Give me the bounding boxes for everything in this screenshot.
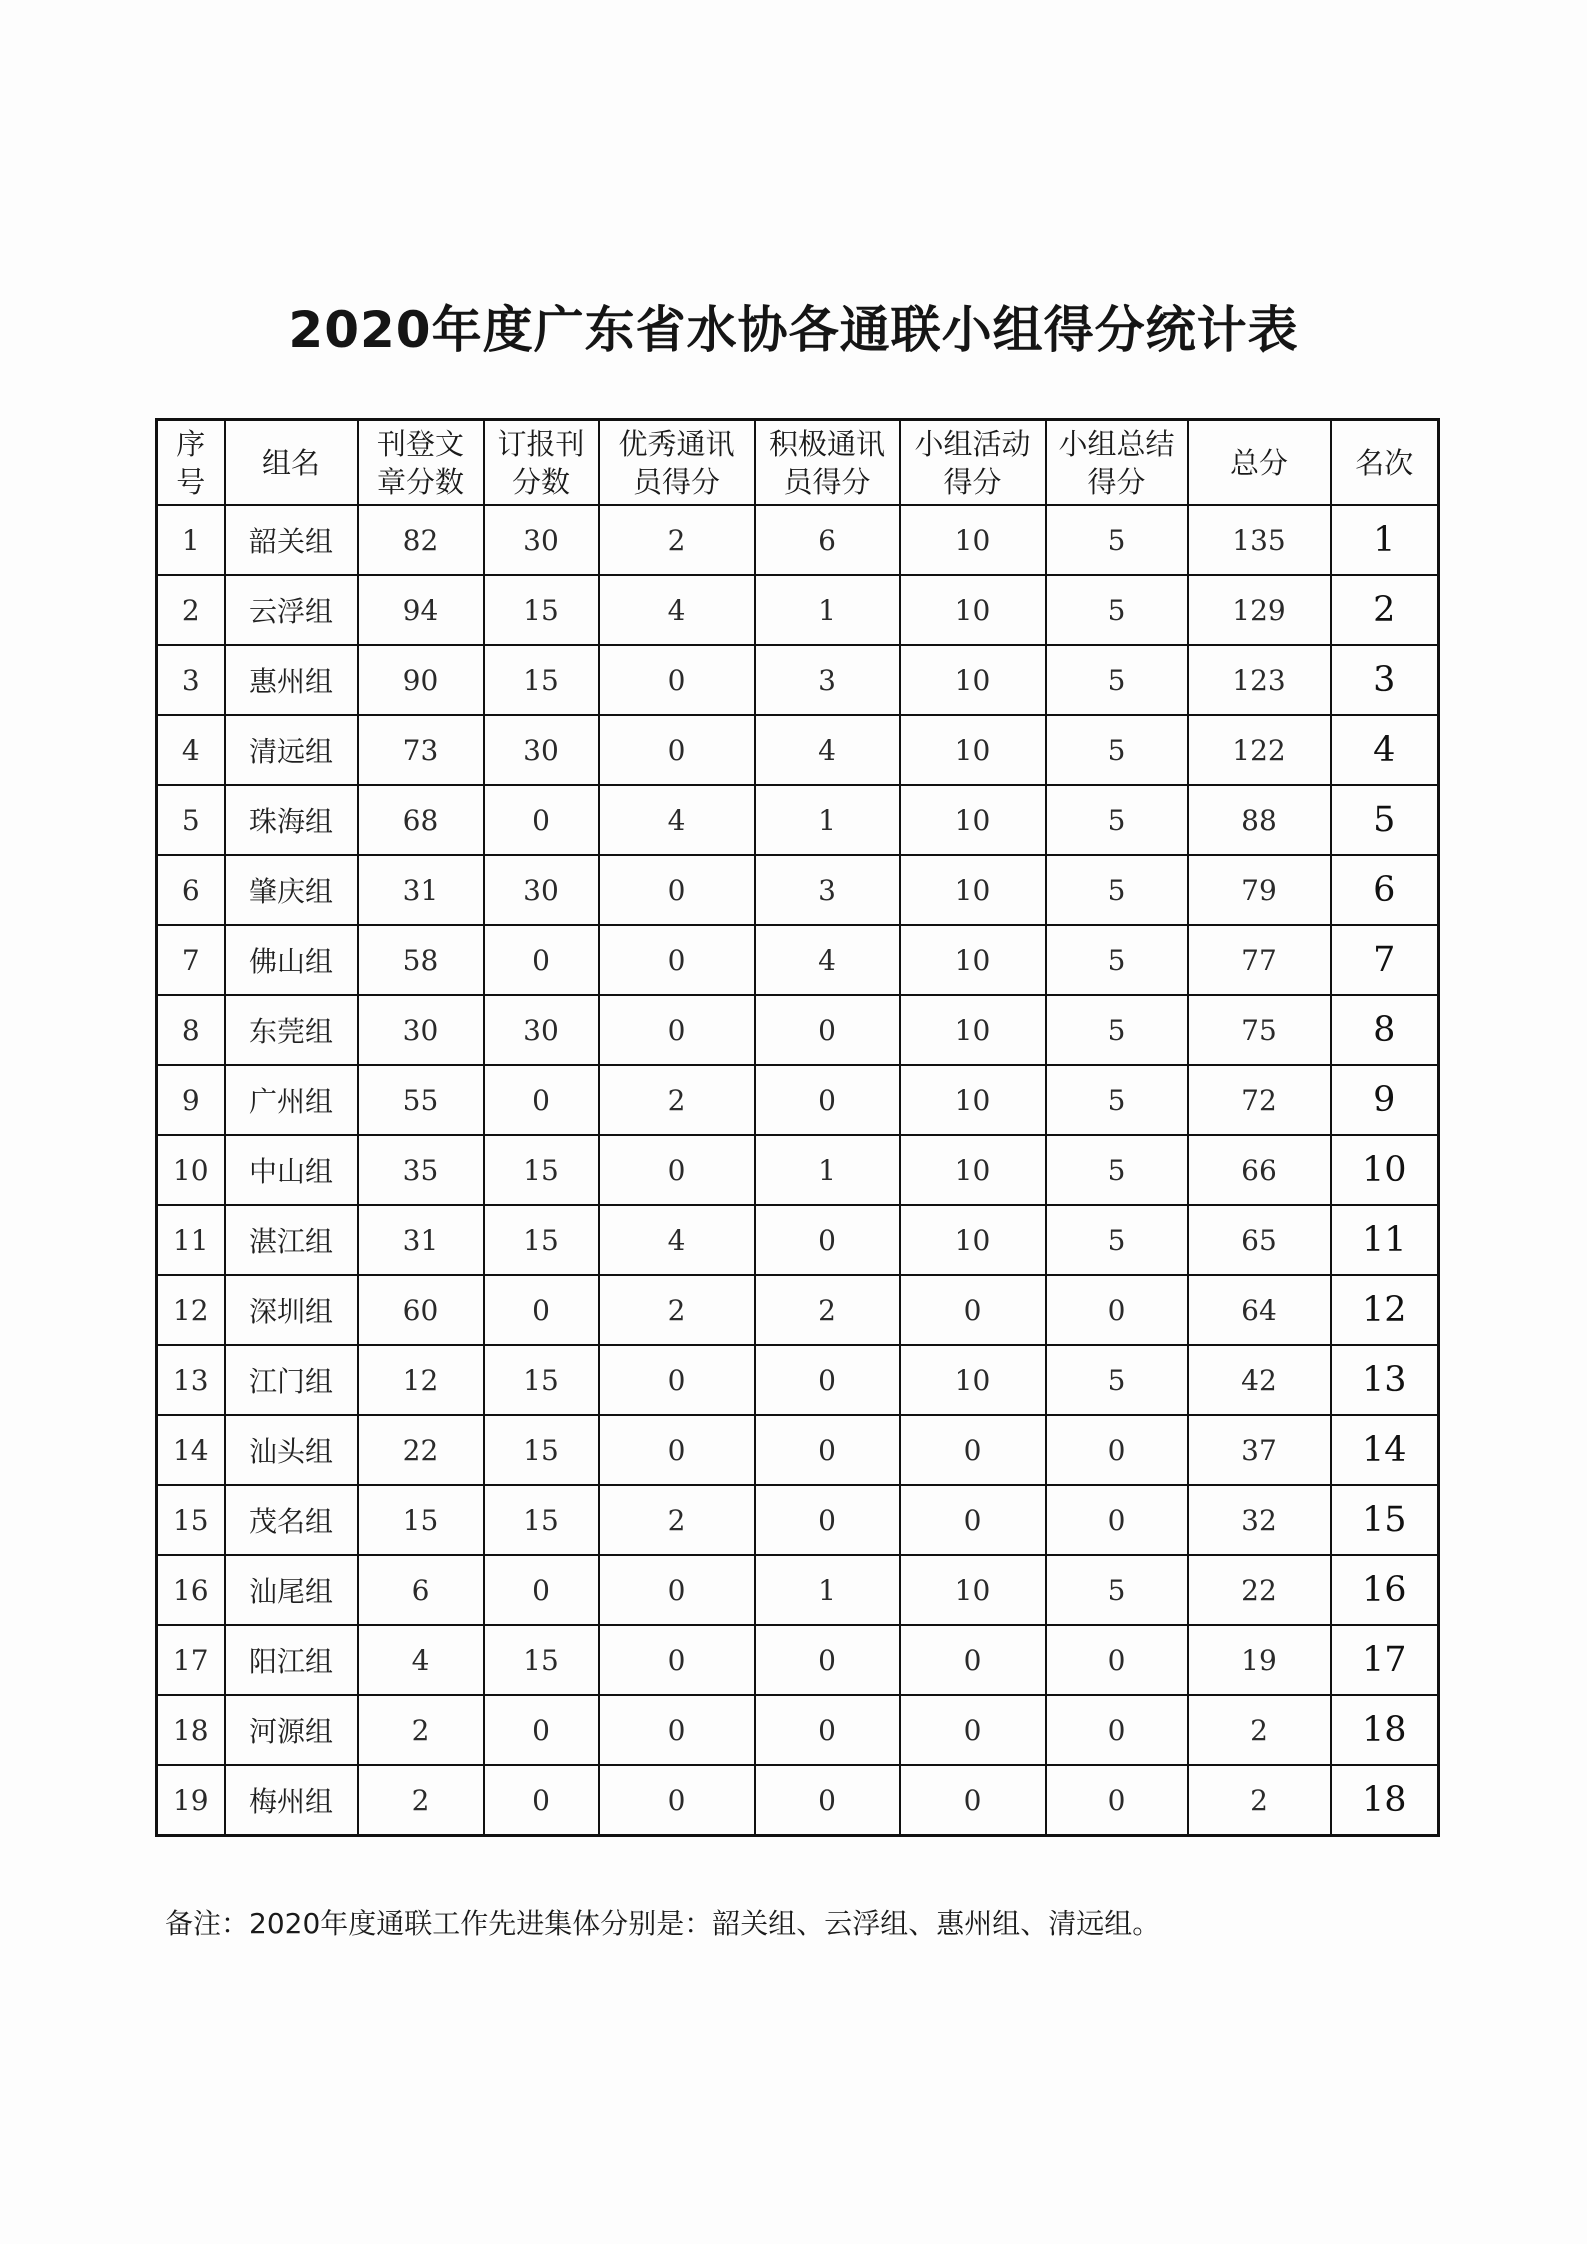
cell-active: 0 (755, 1205, 900, 1275)
cell-group-name: 阳江组 (225, 1625, 358, 1695)
cell-total: 123 (1188, 645, 1331, 715)
cell-group-name: 江门组 (225, 1345, 358, 1415)
cell-active: 0 (755, 1065, 900, 1135)
cell-articles: 35 (358, 1135, 484, 1205)
cell-articles: 55 (358, 1065, 484, 1135)
table-row (157, 505, 1439, 575)
cell-activity: 0 (900, 1625, 1046, 1695)
cell-articles: 73 (358, 715, 484, 785)
table-row (157, 995, 1439, 1065)
cell-summary: 5 (1046, 575, 1188, 645)
cell-excellent: 2 (599, 1275, 755, 1345)
header-active: 积极通讯 员得分 (755, 420, 900, 506)
table-row (157, 1695, 1439, 1765)
cell-seq: 2 (157, 575, 225, 645)
cell-summary: 5 (1046, 1065, 1188, 1135)
cell-articles: 2 (358, 1765, 484, 1836)
cell-active: 4 (755, 925, 900, 995)
cell-activity: 10 (900, 925, 1046, 995)
header-summary: 小组总结 得分 (1046, 420, 1188, 506)
cell-activity: 0 (900, 1275, 1046, 1345)
cell-articles: 30 (358, 995, 484, 1065)
cell-total: 22 (1188, 1555, 1331, 1625)
cell-seq: 10 (157, 1135, 225, 1205)
cell-subscription: 0 (484, 925, 599, 995)
cell-total: 37 (1188, 1415, 1331, 1485)
cell-activity: 10 (900, 505, 1046, 575)
cell-subscription: 15 (484, 1625, 599, 1695)
cell-articles: 22 (358, 1415, 484, 1485)
cell-active: 0 (755, 995, 900, 1065)
cell-rank: 6 (1331, 855, 1439, 925)
cell-excellent: 4 (599, 1205, 755, 1275)
cell-group-name: 梅州组 (225, 1765, 358, 1836)
cell-group-name: 河源组 (225, 1695, 358, 1765)
cell-subscription: 0 (484, 1765, 599, 1836)
cell-subscription: 15 (484, 1415, 599, 1485)
cell-summary: 0 (1046, 1275, 1188, 1345)
cell-summary: 5 (1046, 785, 1188, 855)
cell-active: 1 (755, 785, 900, 855)
cell-subscription: 0 (484, 1555, 599, 1625)
cell-excellent: 2 (599, 1485, 755, 1555)
cell-active: 0 (755, 1345, 900, 1415)
table-row (157, 1205, 1439, 1275)
cell-active: 0 (755, 1485, 900, 1555)
cell-subscription: 15 (484, 1205, 599, 1275)
score-table (155, 418, 1440, 1837)
cell-seq: 13 (157, 1345, 225, 1415)
cell-total: 32 (1188, 1485, 1331, 1555)
cell-summary: 0 (1046, 1695, 1188, 1765)
cell-rank: 8 (1331, 995, 1439, 1065)
table-row (157, 1625, 1439, 1695)
cell-active: 0 (755, 1415, 900, 1485)
header-name: 组名 (225, 420, 358, 506)
cell-rank: 10 (1331, 1135, 1439, 1205)
cell-group-name: 佛山组 (225, 925, 358, 995)
cell-activity: 10 (900, 1205, 1046, 1275)
cell-total: 79 (1188, 855, 1331, 925)
cell-active: 1 (755, 1555, 900, 1625)
table-row (157, 1555, 1439, 1625)
cell-seq: 5 (157, 785, 225, 855)
cell-excellent: 0 (599, 1765, 755, 1836)
cell-subscription: 0 (484, 1275, 599, 1345)
cell-total: 129 (1188, 575, 1331, 645)
cell-excellent: 0 (599, 1555, 755, 1625)
cell-seq: 18 (157, 1695, 225, 1765)
cell-rank: 15 (1331, 1485, 1439, 1555)
cell-seq: 12 (157, 1275, 225, 1345)
table-row (157, 925, 1439, 995)
table-row (157, 1765, 1439, 1836)
table-row (157, 1485, 1439, 1555)
cell-subscription: 30 (484, 505, 599, 575)
cell-total: 88 (1188, 785, 1331, 855)
cell-subscription: 15 (484, 645, 599, 715)
table-row (157, 1135, 1439, 1205)
cell-rank: 16 (1331, 1555, 1439, 1625)
cell-articles: 31 (358, 1205, 484, 1275)
cell-summary: 5 (1046, 1555, 1188, 1625)
cell-total: 122 (1188, 715, 1331, 785)
cell-group-name: 肇庆组 (225, 855, 358, 925)
cell-summary: 0 (1046, 1765, 1188, 1836)
cell-total: 2 (1188, 1765, 1331, 1836)
cell-excellent: 0 (599, 855, 755, 925)
cell-total: 66 (1188, 1135, 1331, 1205)
cell-seq: 1 (157, 505, 225, 575)
cell-activity: 0 (900, 1765, 1046, 1836)
table-row (157, 1275, 1439, 1345)
cell-group-name: 云浮组 (225, 575, 358, 645)
table-row (157, 1065, 1439, 1135)
header-activity: 小组活动 得分 (900, 420, 1046, 506)
cell-articles: 15 (358, 1485, 484, 1555)
table-row (157, 645, 1439, 715)
cell-activity: 10 (900, 645, 1046, 715)
cell-subscription: 0 (484, 1065, 599, 1135)
cell-active: 0 (755, 1625, 900, 1695)
cell-rank: 4 (1331, 715, 1439, 785)
cell-subscription: 0 (484, 785, 599, 855)
cell-group-name: 广州组 (225, 1065, 358, 1135)
cell-active: 0 (755, 1695, 900, 1765)
cell-active: 1 (755, 1135, 900, 1205)
table-header-row (157, 420, 1439, 506)
cell-articles: 90 (358, 645, 484, 715)
cell-excellent: 0 (599, 925, 755, 995)
cell-subscription: 0 (484, 1695, 599, 1765)
cell-activity: 10 (900, 785, 1046, 855)
cell-rank: 13 (1331, 1345, 1439, 1415)
cell-articles: 2 (358, 1695, 484, 1765)
cell-activity: 0 (900, 1695, 1046, 1765)
cell-subscription: 15 (484, 1135, 599, 1205)
cell-summary: 5 (1046, 1135, 1188, 1205)
cell-seq: 7 (157, 925, 225, 995)
cell-activity: 0 (900, 1415, 1046, 1485)
cell-seq: 14 (157, 1415, 225, 1485)
cell-subscription: 15 (484, 575, 599, 645)
table-row (157, 575, 1439, 645)
cell-group-name: 深圳组 (225, 1275, 358, 1345)
cell-active: 1 (755, 575, 900, 645)
table-row (157, 1345, 1439, 1415)
cell-seq: 9 (157, 1065, 225, 1135)
cell-activity: 10 (900, 995, 1046, 1065)
cell-rank: 12 (1331, 1275, 1439, 1345)
cell-articles: 12 (358, 1345, 484, 1415)
cell-rank: 14 (1331, 1415, 1439, 1485)
cell-articles: 60 (358, 1275, 484, 1345)
cell-activity: 10 (900, 855, 1046, 925)
cell-seq: 11 (157, 1205, 225, 1275)
cell-excellent: 2 (599, 505, 755, 575)
cell-total: 64 (1188, 1275, 1331, 1345)
cell-summary: 5 (1046, 855, 1188, 925)
cell-summary: 5 (1046, 995, 1188, 1065)
cell-rank: 11 (1331, 1205, 1439, 1275)
cell-articles: 94 (358, 575, 484, 645)
cell-excellent: 0 (599, 1345, 755, 1415)
cell-summary: 5 (1046, 1345, 1188, 1415)
page-title: 2020年度广东省水协各通联小组得分统计表 (288, 301, 1299, 359)
cell-group-name: 惠州组 (225, 645, 358, 715)
cell-seq: 6 (157, 855, 225, 925)
cell-excellent: 0 (599, 1135, 755, 1205)
cell-activity: 10 (900, 1555, 1046, 1625)
cell-group-name: 湛江组 (225, 1205, 358, 1275)
cell-group-name: 汕头组 (225, 1415, 358, 1485)
cell-excellent: 0 (599, 1415, 755, 1485)
cell-subscription: 30 (484, 855, 599, 925)
cell-excellent: 0 (599, 715, 755, 785)
cell-summary: 0 (1046, 1485, 1188, 1555)
cell-total: 77 (1188, 925, 1331, 995)
cell-rank: 18 (1331, 1765, 1439, 1836)
cell-excellent: 0 (599, 1625, 755, 1695)
cell-group-name: 东莞组 (225, 995, 358, 1065)
header-total: 总分 (1188, 420, 1331, 506)
cell-subscription: 15 (484, 1345, 599, 1415)
cell-seq: 8 (157, 995, 225, 1065)
cell-group-name: 中山组 (225, 1135, 358, 1205)
cell-subscription: 15 (484, 1485, 599, 1555)
cell-active: 2 (755, 1275, 900, 1345)
cell-active: 0 (755, 1765, 900, 1836)
cell-total: 19 (1188, 1625, 1331, 1695)
cell-rank: 7 (1331, 925, 1439, 995)
header-excellent: 优秀通讯 员得分 (599, 420, 755, 506)
cell-excellent: 4 (599, 785, 755, 855)
cell-subscription: 30 (484, 995, 599, 1065)
cell-excellent: 0 (599, 1695, 755, 1765)
header-seq: 序 号 (157, 420, 225, 506)
cell-active: 3 (755, 645, 900, 715)
cell-total: 135 (1188, 505, 1331, 575)
cell-articles: 58 (358, 925, 484, 995)
cell-total: 42 (1188, 1345, 1331, 1415)
table-row (157, 855, 1439, 925)
cell-activity: 10 (900, 575, 1046, 645)
cell-articles: 68 (358, 785, 484, 855)
cell-activity: 0 (900, 1485, 1046, 1555)
cell-group-name: 韶关组 (225, 505, 358, 575)
cell-articles: 6 (358, 1555, 484, 1625)
table-row (157, 785, 1439, 855)
cell-active: 3 (755, 855, 900, 925)
cell-rank: 9 (1331, 1065, 1439, 1135)
cell-active: 4 (755, 715, 900, 785)
cell-excellent: 0 (599, 995, 755, 1065)
cell-summary: 0 (1046, 1415, 1188, 1485)
cell-activity: 10 (900, 1345, 1046, 1415)
cell-rank: 17 (1331, 1625, 1439, 1695)
cell-excellent: 4 (599, 575, 755, 645)
cell-rank: 1 (1331, 505, 1439, 575)
cell-seq: 4 (157, 715, 225, 785)
cell-rank: 18 (1331, 1695, 1439, 1765)
cell-seq: 15 (157, 1485, 225, 1555)
cell-group-name: 茂名组 (225, 1485, 358, 1555)
cell-group-name: 汕尾组 (225, 1555, 358, 1625)
cell-articles: 4 (358, 1625, 484, 1695)
cell-rank: 3 (1331, 645, 1439, 715)
cell-summary: 0 (1046, 1625, 1188, 1695)
cell-subscription: 30 (484, 715, 599, 785)
cell-seq: 19 (157, 1765, 225, 1836)
cell-seq: 17 (157, 1625, 225, 1695)
table-row (157, 1415, 1439, 1485)
cell-activity: 10 (900, 1135, 1046, 1205)
cell-summary: 5 (1046, 925, 1188, 995)
cell-articles: 82 (358, 505, 484, 575)
cell-seq: 3 (157, 645, 225, 715)
header-rank: 名次 (1331, 420, 1439, 506)
cell-rank: 5 (1331, 785, 1439, 855)
header-subscription: 订报刊 分数 (484, 420, 599, 506)
cell-group-name: 清远组 (225, 715, 358, 785)
cell-group-name: 珠海组 (225, 785, 358, 855)
cell-articles: 31 (358, 855, 484, 925)
cell-total: 65 (1188, 1205, 1331, 1275)
cell-summary: 5 (1046, 645, 1188, 715)
footnote: 备注：2020年度通联工作先进集体分别是：韶关组、云浮组、惠州组、清远组。 (165, 1907, 1161, 1940)
cell-seq: 16 (157, 1555, 225, 1625)
cell-active: 6 (755, 505, 900, 575)
cell-summary: 5 (1046, 715, 1188, 785)
cell-summary: 5 (1046, 505, 1188, 575)
cell-excellent: 0 (599, 645, 755, 715)
cell-activity: 10 (900, 1065, 1046, 1135)
table-row (157, 715, 1439, 785)
cell-total: 72 (1188, 1065, 1331, 1135)
cell-rank: 2 (1331, 575, 1439, 645)
header-articles: 刊登文 章分数 (358, 420, 484, 506)
cell-total: 75 (1188, 995, 1331, 1065)
cell-activity: 10 (900, 715, 1046, 785)
cell-total: 2 (1188, 1695, 1331, 1765)
cell-summary: 5 (1046, 1205, 1188, 1275)
cell-excellent: 2 (599, 1065, 755, 1135)
